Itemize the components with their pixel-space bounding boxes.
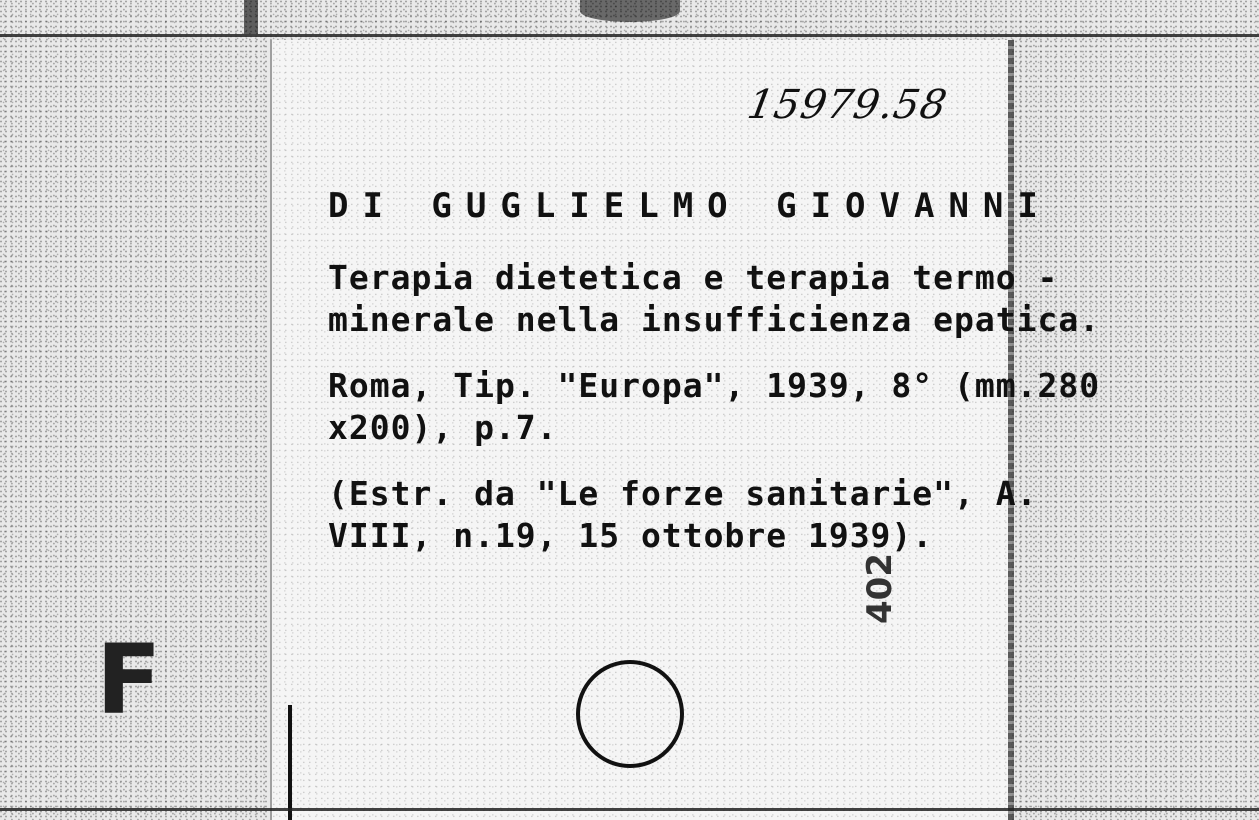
title-line-2: minerale nella insufficienza epatica. <box>328 300 1101 339</box>
top-edge-line <box>0 34 1259 37</box>
drawer-letter: F <box>96 624 162 736</box>
card-left-edge-mark <box>288 705 292 820</box>
bottom-edge-line <box>0 808 1259 811</box>
imprint-line-1: Roma, Tip. "Europa", 1939, 8° (mm.280 <box>328 366 1101 405</box>
title-line-1: Terapia dietetica e terapia termo - <box>328 258 1059 297</box>
card-right-edge <box>1008 40 1014 820</box>
author-heading: DI GUGLIELMO GIOVANNI <box>328 186 1052 226</box>
note-line-1: (Estr. da "Le forze sanitarie", A. <box>328 474 1038 513</box>
stamp-number: 402 <box>860 553 900 624</box>
call-number: 15979.58 <box>743 82 951 128</box>
note-line-2: VIII, n.19, 15 ottobre 1939). <box>328 516 934 555</box>
card-hole-circle <box>576 660 684 768</box>
scan-artifact-top-left <box>244 0 258 34</box>
imprint-line-2: x200), p.7. <box>328 408 558 447</box>
scan-artifact-top <box>580 0 680 22</box>
